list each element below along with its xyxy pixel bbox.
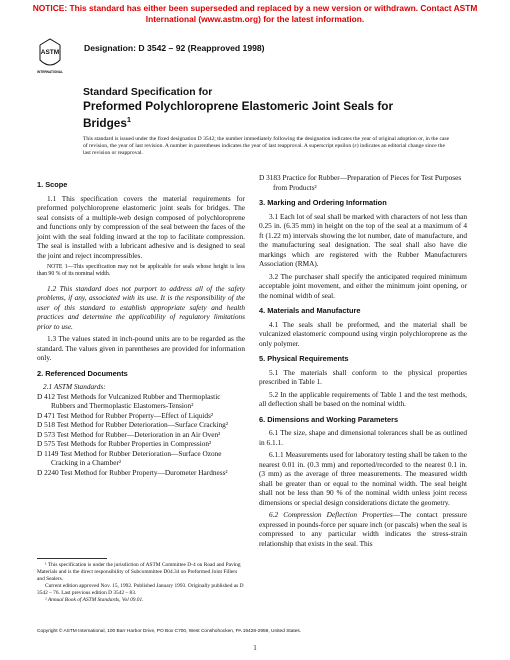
- footnote-divider: [37, 558, 107, 559]
- reference-d2240: D 2240 Test Method for Rubber Property—Durometer Hardness²: [37, 467, 228, 477]
- paragraph-5-1: 5.1 The materials shall conform to the physical properties prescribed in Table 1.: [259, 367, 467, 386]
- paragraph-6-2-rest: —The contact pressure expressed in pounds-force per square inch (or pascals) when the seal is compressed to any particular width indicates the stress-strain relationship that exists in the seal. This: [259, 510, 467, 548]
- right-column: [259, 173, 467, 551]
- page-number: 1: [253, 644, 257, 652]
- paragraph-1-2: 1.2 This standard does not purport to address all of the safety problems, if any, associated with its use. It is the responsibility of the user of this standard to establish appropriate safety and health practices and determine the applicability of regulatory limitations prior to use.: [37, 283, 245, 331]
- footnote-2: ² Annual Book of ASTM Standards, Vol 09.01.: [45, 597, 144, 603]
- title-line-1: Standard Specification for: [83, 87, 213, 98]
- notice-line-1: NOTICE: This standard has either been superseded and replaced by a new version or withdrawn. Contact ASTM: [32, 3, 478, 13]
- reference-d3183: D 3183 Practice for Rubber—Preparation of Pieces for Test Purposes from Products²: [259, 173, 462, 192]
- paragraph-4-1: 4.1 The seals shall be preformed, and the material shall be vulcanized elastomeric compound using virgin polychloroprene as the only polymer.: [259, 319, 467, 348]
- dimensions-heading: 6. Dimensions and Working Parameters: [259, 414, 399, 424]
- paragraph-5-2: 5.2 In the applicable requirements of Table 1 and the test methods, all deflection shall be based on the nominal width.: [259, 389, 467, 408]
- document-title: [83, 86, 463, 130]
- standard-intro: This standard is issued under the fixed designation D 3542; the number immediately following the designation indicates the year of original adoption or, in the case of revision, the year of last revision. A number in parentheses indicates the year of last reapproval. A superscript epsilon (ε) indicates an editorial change since the last revision or reapproval.: [83, 136, 450, 157]
- paragraph-3-1: 3.1 Each lot of seal shall be marked with characters of not less than 0.25 in. (6.35 mm) in height on the top of the seal at a maximum of 4 ft (1.22 m) intervals showing the lot number, date of manufacture, and the manufacturing seal designation. The seal shall also have die markings which are registered with the Rubber Manufacturers Association (RMA).: [259, 211, 467, 268]
- note-1: NOTE 1—This specification may not be applicable for seals whose height is less than 90 % of its nominal width.: [37, 264, 245, 278]
- paragraph-6-2-lead: 6.2 Compression Deflection Properties: [269, 510, 393, 519]
- logo-caption: INTERNATIONAL: [37, 70, 63, 74]
- left-column: [37, 174, 245, 477]
- astm-standards-subheading: 2.1 ASTM Standards:: [43, 382, 106, 392]
- footnote-1: ¹ This specification is under the jurisdiction of ASTM Committee D-4 on Road and Paving Materials and is the direct responsibility of Subcommittee D04.34 on Preformed Joint Fillers and Sealers.: [37, 562, 241, 582]
- footnote-1-edition: Current edition approved Nov. 15, 1992. Published January 1993. Originally published as D 3542 – 76. Last previous edition D 3542 – 83.: [37, 583, 244, 596]
- title-line-3: [83, 113, 463, 130]
- designation: Designation: D 3542 – 92 (Reapproved 1998): [84, 43, 265, 53]
- logo-letters: ASTM: [40, 49, 60, 56]
- reference-d518: D 518 Test Method for Rubber Deterioration—Surface Cracking²: [37, 420, 229, 430]
- scope-heading: 1. Scope: [37, 180, 68, 189]
- title-line-2: Preformed Polychloroprene Elastomeric Joint Seals for: [83, 98, 394, 113]
- paragraph-6-1: 6.1 The size, shape and dimensional tolerances shall be as outlined in 6.1.1.: [259, 428, 467, 447]
- footnotes: [37, 562, 245, 604]
- paragraph-1-3: 1.3 The values stated in inch-pound units are to be regarded as the standard. The values given in parentheses are provided for information only.: [37, 334, 245, 363]
- reference-d412: D 412 Test Methods for Vulcanized Rubber and Thermoplastic Rubbers and Thermoplastic Elastomers-Tension²: [37, 391, 221, 411]
- withdrawn-notice: [0, 3, 510, 25]
- notice-line-2: International (www.astm.org) for the latest information.: [145, 14, 365, 24]
- reference-d1149: D 1149 Test Method for Rubber Deterioration—Surface Ozone Cracking in a Chamber²: [37, 448, 222, 468]
- paragraph-6-2: [259, 510, 467, 548]
- materials-heading: 4. Materials and Manufacture: [259, 306, 361, 315]
- reference-d575: D 575 Test Methods for Rubber Properties in Compression²: [37, 439, 212, 449]
- copyright-line: Copyright © ASTM International, 100 Barr Harbor Drive, PO Box C700, West Conshohocken, PA 19428-2959, United States.: [37, 629, 302, 634]
- marking-heading: 3. Marking and Ordering Information: [259, 198, 387, 207]
- reference-d471: D 471 Test Method for Rubber Property—Effect of Liquids²: [37, 410, 214, 420]
- paragraph-1-1: 1.1 This specification covers the material requirements for preformed polychloroprene elastomeric joint seals for bridges. The seal consists of a multiple-web design composed of polychloroprene and functions only by compression of the seal between the faces of the joint with the seal folding inward at the top to facilitate compression. The seal is installed with a lubricant adhesive and is designed to seal the joint and reject incompressibles.: [37, 193, 245, 260]
- paragraph-6-1-1: 6.1.1 Measurements used for laboratory testing shall be taken to the nearest 0.01 in. (0.3 mm) and reported/recorded to the nearest 0.1 in. (3 mm) as the average of three measurements. The measured width shall be greater than or equal to the nominal width. The seal height shall not be less than 90 % of the nominal width unless joint recess dimensions or special design considerations dictate the geometry.: [259, 450, 467, 507]
- referenced-documents-heading: 2. Referenced Documents: [37, 368, 128, 378]
- paragraph-3-2: 3.2 The purchaser shall specify the anticipated required minimum acceptable joint movement, and either the minimum joint opening, or the nominal width of seal.: [259, 271, 467, 300]
- title-footnote-mark: 1: [126, 115, 132, 124]
- astm-logo: [37, 36, 63, 74]
- title-line-3-text: Bridges: [83, 115, 127, 130]
- reference-d573: D 573 Test Method for Rubber—Deterioration in an Air Oven²: [37, 429, 221, 439]
- physical-requirements-heading: 5. Physical Requirements: [259, 354, 349, 363]
